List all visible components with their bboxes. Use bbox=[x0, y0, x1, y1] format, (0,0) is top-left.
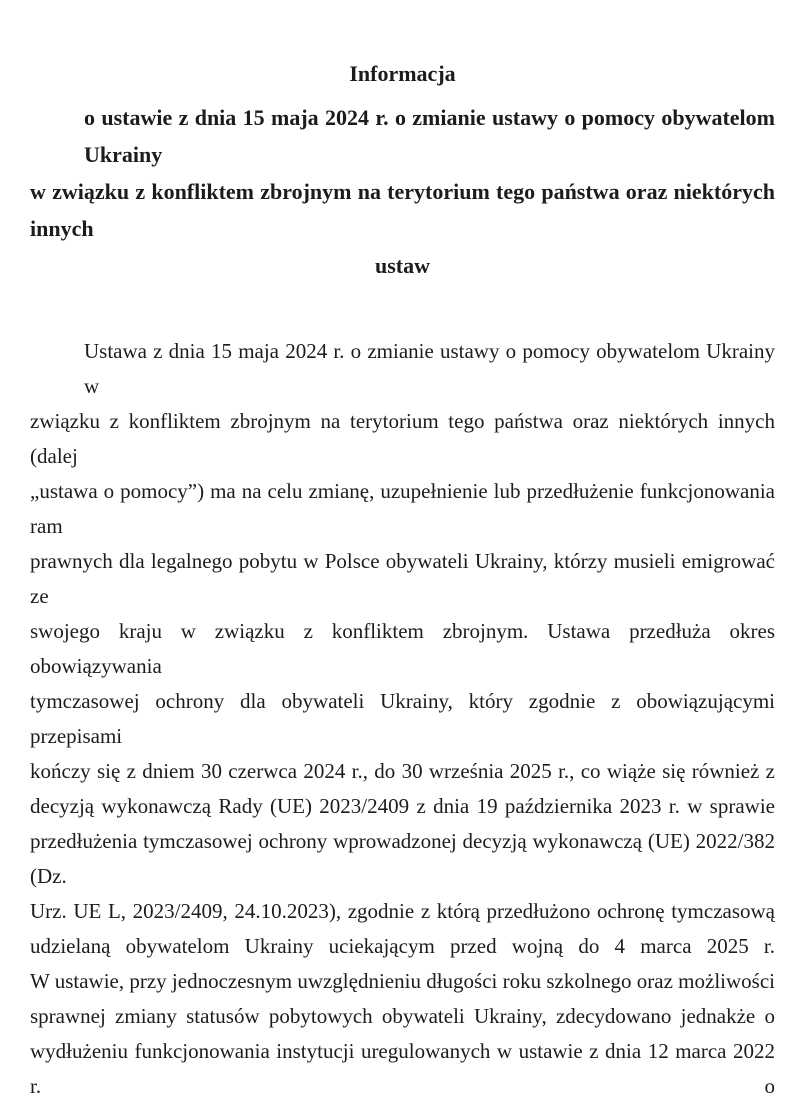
document-subtitle bbox=[30, 99, 775, 284]
subtitle-line: o ustawie z dnia 15 maja 2024 r. o zmianie ustawy o pomocy obywatelom Ukrainy bbox=[84, 105, 775, 167]
paragraph-line: Ustawa z dnia 15 maja 2024 r. o zmianie ustawy o pomocy obywatelom Ukrainy w bbox=[84, 339, 775, 398]
paragraph-line: „ustawa o pomocy”) ma na celu zmianę, uzupełnienie lub przedłużenie funkcjonowania ram bbox=[30, 479, 775, 538]
paragraph-line: udzielaną obywatelom Ukrainy uciekającym przed wojną do 4 marca 2025 r. bbox=[30, 934, 775, 958]
paragraph-line: przedłużenia tymczasowej ochrony wprowadzonej decyzją wykonawczą (UE) 2022/382 (Dz. bbox=[30, 829, 775, 888]
paragraph-line: decyzją wykonawczą Rady (UE) 2023/2409 z dnia 19 października 2023 r. w sprawie bbox=[30, 794, 775, 818]
paragraph-line: tymczasowej ochrony dla obywateli Ukrainy, który zgodnie z obowiązującymi przepisami bbox=[30, 689, 775, 748]
document-paragraph bbox=[30, 334, 775, 1104]
paragraph-line: sprawnej zmiany statusów pobytowych obywateli Ukrainy, zdecydowano jednakże o bbox=[30, 1004, 775, 1028]
document-title: Informacja bbox=[349, 61, 456, 86]
paragraph-line: kończy się z dniem 30 czerwca 2024 r., do 30 września 2025 r., co wiąże się również z bbox=[30, 759, 775, 783]
paragraph-line: wydłużeniu funkcjonowania instytucji uregulowanych w ustawie z dnia 12 marca 2022 r. o bbox=[30, 1039, 775, 1098]
paragraph-line: prawnych dla legalnego pobytu w Polsce obywateli Ukrainy, którzy musieli emigrować ze bbox=[30, 549, 775, 608]
paragraph-line: W ustawie, przy jednoczesnym uwzględnieniu długości roku szkolnego oraz możliwości bbox=[30, 969, 775, 993]
subtitle-line: w związku z konfliktem zbrojnym na terytorium tego państwa oraz niektórych innych bbox=[30, 179, 775, 241]
paragraph-line: Urz. UE L, 2023/2409, 24.10.2023), zgodnie z którą przedłużono ochronę tymczasową bbox=[30, 899, 775, 923]
subtitle-line: ustaw bbox=[374, 253, 430, 278]
paragraph-line: swojego kraju w związku z konfliktem zbrojnym. Ustawa przedłuża okres obowiązywania bbox=[30, 619, 775, 678]
paragraph-line: związku z konfliktem zbrojnym na terytorium tego państwa oraz niektórych innych (dalej bbox=[30, 409, 775, 468]
